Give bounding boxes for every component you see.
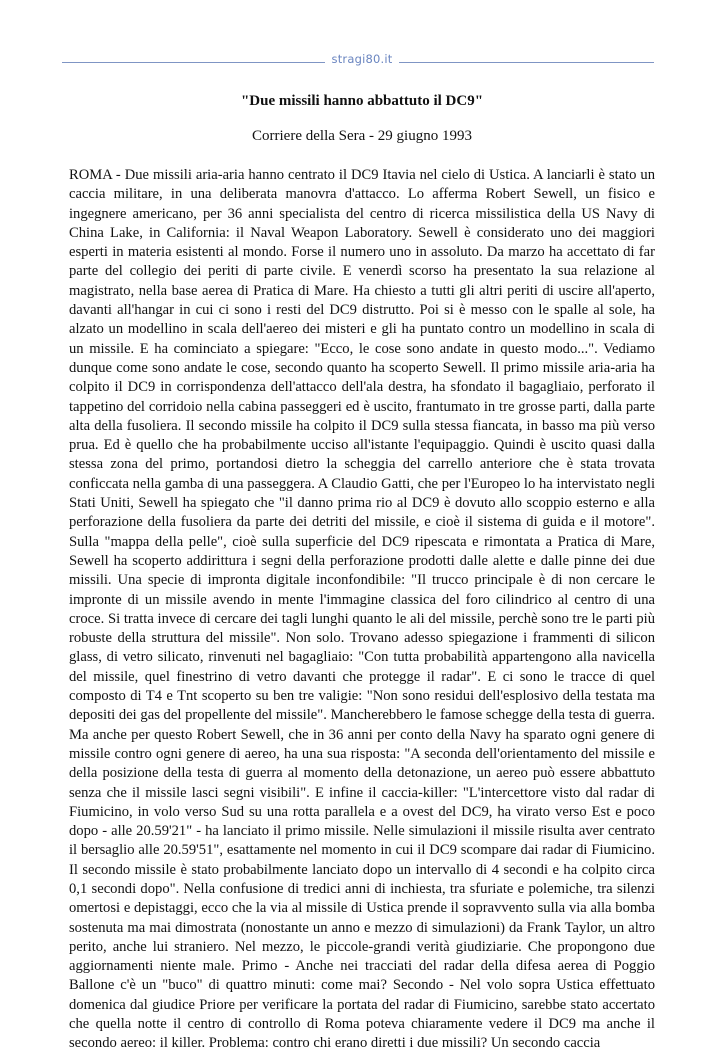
header-rule-left bbox=[62, 62, 325, 63]
header-rule-right bbox=[399, 62, 654, 63]
article-body: ROMA - Due missili aria-aria hanno centrato il DC9 Itavia nel cielo di Ustica. A lanciarli è stato un caccia militare, in una deliberata manovra d'attacco. Lo afferma Robert Sewell, un fisico e ingegnere americano, per 36 anni specialista del centro di ricerca missilistica della US Navy di China Lake, in California: il Naval Weapon Laboratory. Sewell è considerato uno dei maggiori esperti in materia esistenti al mondo. Forse il numero uno in assoluto. Da marzo ha accettato di far parte del collegio dei periti di parte civile. E venerdì scorso ha presentato la sua relazione al magistrato, nella base aerea di Pratica di Mare. Ha chiesto a tutti gli altri periti di uscire all'aperto, davanti all'hangar in cui ci sono i resti del DC9 distrutto. Poi si è messo con le spalle al sole, ha alzato un modellino in scala dell'aereo dei misteri e gli ha puntato contro un modellino in scala di un missile. E ha cominciato a spiegare: "Ecco, le cose sono andate in questo modo...". Vediamo dunque come sono andate le cose, secondo quanto ha scoperto Sewell. Il primo missile aria-aria ha colpito il DC9 in corrispondenza dell'attacco dell'ala destra, ha sfondato il bagagliaio, perforato il tappetino del corridoio nella cabina passeggeri ed è uscito, frantumato in tre grosse parti, dalla parte alta della fusoliera. Il secondo missile ha colpito il DC9 sulla stessa fiancata, in basso ma più verso prua. Ed è quello che ha probabilmente ucciso all'istante l'equipaggio. Quindi è uscito quasi dalla stessa zona del primo, portandosi dietro la scheggia del carrello anteriore che è stata trovata conficcata nella gamba di una passeggera. A Claudio Gatti, che per l'Europeo lo ha intervistato negli Stati Uniti, Sewell ha spiegato che "il danno prima rio al DC9 è dovuto allo scoppio esterno e alla perforazione della fusoliera da parte dei detriti del missile, e cioè il sistema di guida e il motore". Sulla "mappa della pelle", cioè sulla superficie del DC9 ripescata e rimontata a Pratica di Mare, Sewell ha scoperto addirittura i segni della perforazione prodotti dalle alette e dalle pinne dei due missili. Una specie di impronta digitale inconfondibile: "Il trucco principale è di non cercare le impronte di un missile avendo in mente l'immagine classica del foro cilindrico al centro di una croce. Si tratta invece di cercare dei tagli lunghi quanto le ali del missile, perchè sono tre le parti più robuste della struttura del missile". Non solo. Trovano adesso spiegazione i frammenti di silicon glass, di vetro silicato, rinvenuti nel bagagliaio: "Con tutta probabilità appartengono alla navicella del missile, quel finestrino di vetro davanti che protegge il radar". E ci sono le tracce di quel composto di T4 e Tnt scoperto su ben tre valigie: "Non sono residui dell'esplosivo della testata ma depositi dei gas del propellente del missile". Mancherebbero le famose schegge della testa di guerra. Ma anche per questo Robert Sewell, che in 36 anni per conto della Navy ha sparato ogni genere di missile contro ogni genere di aereo, ha una sua risposta: "A seconda dell'orientamento del missile e della posizione della testa di guerra al momento della detonazione, un aereo può essere abbattuto senza che il missile lasci segni visibili". E infine il caccia-killer: "L'intercettore visto dal radar di Fiumicino, in volo verso Sud su una rotta parallela e a ovest del DC9, ha virato verso Est e poco dopo - alle 20.59'21" - ha lanciato il primo missile. Nelle simulazioni il missile risulta aver centrato il bersaglio alle 20.59'51", esattamente nel momento in cui il DC9 scompare dai radar di Fiumicino. Il secondo missile è stato probabilmente lanciato dopo un intervallo di 4 secondi e ha colpito circa 0,1 secondi dopo". Nella confusione di tredici anni di inchiesta, tra sfuriate e polemiche, tra silenzi omertosi e depistaggi, ecco che la via al missile di Ustica prende il sopravvento sulla via alla bomba sostenuta ma mai dimostrata (nonostante un anno e mezzo di simulazioni) da Frank Taylor, un altro perito, anche lui straniero. Nel mezzo, le piccole-grandi verità giudiziarie. Che propongono due aggiornamenti niente male. Primo - Anche nei tracciati del radar della difesa aerea di Poggio Ballone c'è un "buco" di quattro minuti: come mai? Secondo - Nel volo sopra Ustica effettuato domenica dal giudice Priore per verificare la portata del radar di Fiumicino, sarebbe stato accertato che quella notte il centro di controllo di Roma poteva chiaramente vedere il DC9 ma anche il secondo aereo: il killer. Problema: contro chi erano diretti i due missili? Un secondo caccia bbox=[69, 167, 655, 1052]
site-name: stragi80.it bbox=[331, 52, 393, 66]
article-title: "Due missili hanno abbattuto il DC9" bbox=[240, 93, 484, 109]
article-source: Corriere della Sera - 29 giugno 1993 bbox=[252, 128, 472, 144]
site-header bbox=[62, 50, 654, 70]
